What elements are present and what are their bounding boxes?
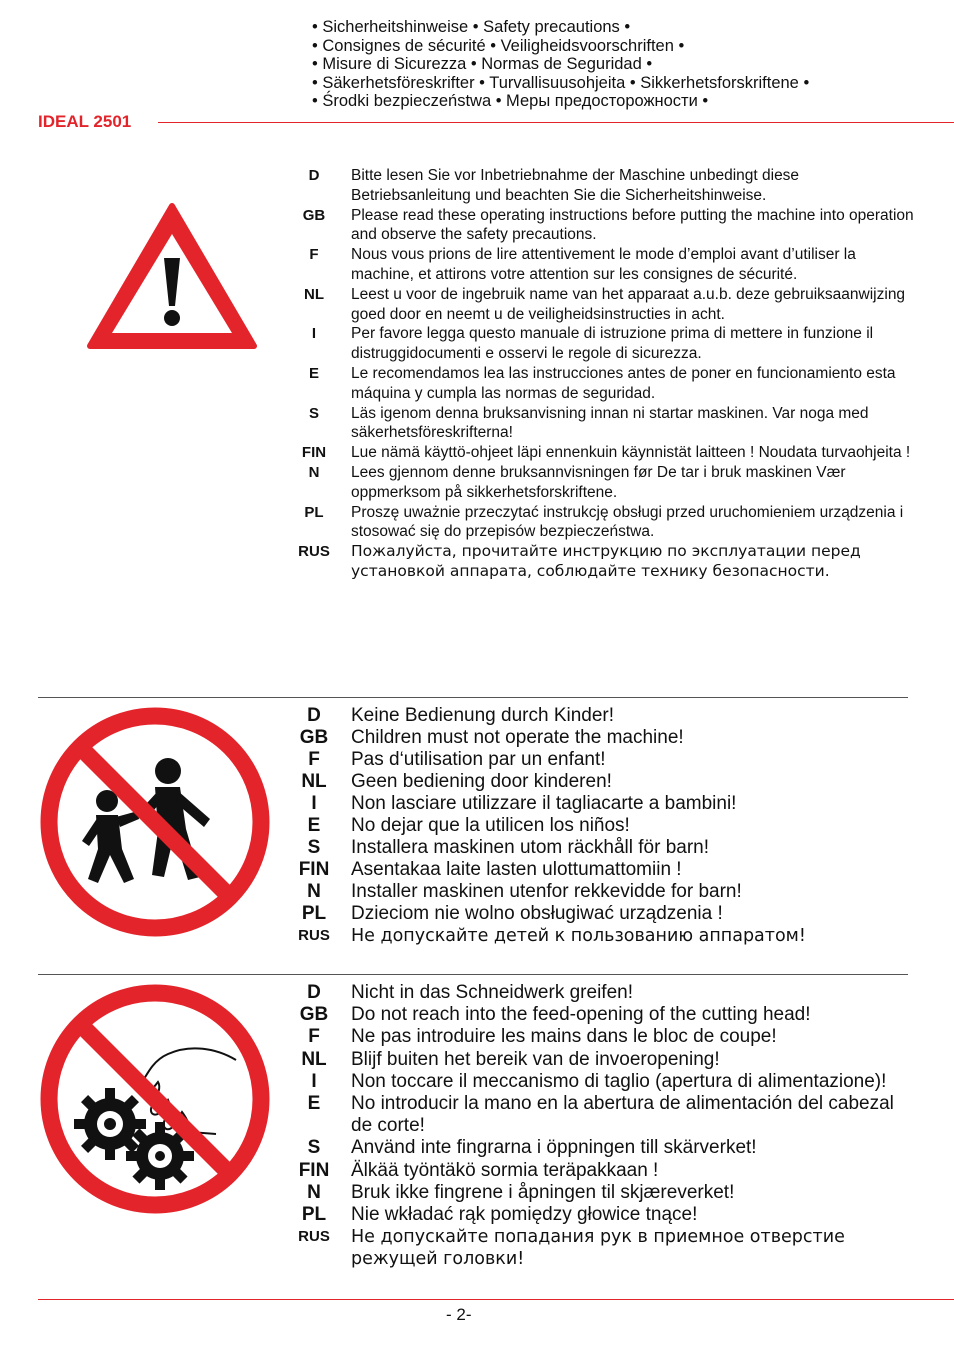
language-code: NL [304,285,324,303]
instruction-text: Leest u voor de ingebruik name van het apparaat a.u.b. deze gebruiksaanwijzing goed door en neemt u de veiligheidsinstructies in acht. [351,285,906,323]
header-divider [158,122,954,123]
list-item [0,1204,917,1226]
list-item [0,1071,917,1093]
language-code: FIN [298,1159,330,1181]
list-item [0,1226,917,1270]
instruction-text: No introducir la mano en la abertura de alimentación del cabezal de corte! [351,1093,894,1137]
list-item [0,1026,917,1048]
list-item [0,727,917,749]
instruction-text: Nie wkładać rąk pomiędzy głowice tnące! [351,1204,698,1226]
language-code: E [307,1093,321,1115]
language-code: E [308,364,319,382]
list-item [0,503,917,543]
section-no-children [0,705,917,947]
list-item [0,245,917,285]
instruction-text: Per favore legga questo manuale di istruzione prima di mettere in funzione il distruggidocumenti e osservi le regole di sicurezza. [351,325,874,363]
language-code: FIN [298,859,330,880]
language-code: I [311,325,317,343]
list-item [0,881,917,903]
list-item [0,443,917,463]
instruction-text: Använd inte fingrarna i öppningen till skärverket! [351,1137,757,1159]
instruction-text: Non toccare il meccanismo di taglio (apertura di alimentazione)! [351,1070,887,1092]
section-divider [38,697,908,698]
instruction-text: Installer maskinen utenfor rekkevidde for barn! [351,881,742,902]
instruction-text: Не допускайте детей к пользованию аппаратом! [351,926,806,946]
list-item [0,166,917,206]
header-line: • Środki bezpieczeństwa • Меры предосторожности • [312,92,709,110]
list-item [0,206,917,246]
instruction-text: Lue nämä käyttö-ohjeet läpi ennenkuin käynnistät laitteen ! Noudata turvaohjeita ! [351,444,911,462]
language-code: S [307,1137,321,1159]
instruction-text: Lees gjennom denne bruksannvisningen før De tar i bruk maskinen Vær oppmerksom på sikkerhetsforskriftene. [351,463,846,501]
list-item [0,837,917,859]
list-item [0,705,917,727]
list-item [0,749,917,771]
language-code: E [307,815,321,836]
language-code: RUS [298,1228,330,1246]
language-code: F [308,749,320,770]
instruction-text: Pas d‘utilisation par un enfant! [351,749,606,770]
instruction-text: Nicht in das Schneidwerk greifen! [351,982,633,1003]
language-code: N [307,881,321,902]
language-code: F [309,246,319,264]
instruction-text: Blijf buiten het bereik van de invoeropening! [351,1048,720,1070]
language-code: I [311,1070,317,1092]
language-code: PL [301,1204,327,1226]
page-number: - 2- [446,1305,472,1324]
instruction-text: Ne pas introduire les mains dans le bloc de coupe! [351,1026,777,1048]
instruction-text: Пожалуйста, прочитайте инструкцию по эксплуатации перед установкой аппарата, соблюдайте технику безопасности. [351,542,861,580]
language-code: FIN [301,444,327,462]
language-code: GB [299,1004,329,1026]
instruction-text: Non lasciare utilizzare il tagliacarte a bambini! [351,793,737,814]
instruction-text: Children must not operate the machine! [351,727,684,748]
language-code: D [307,982,321,1003]
list-item [0,1093,917,1137]
header-line: • Misure di Sicurezza • Normas de Seguridad • [312,55,653,73]
instruction-text: Älkää työntäkö sormia teräpakkaan ! [351,1159,659,1181]
instruction-text: Le recomendamos lea las instrucciones antes de poner en funcionamiento esta máquina y cumpla las normas de seguridad. [351,364,896,402]
instruction-text: Läs igenom denna bruksanvisning innan ni startar maskinen. Var noga med säkerhetsföreskrifterna! [351,404,869,442]
section-divider [38,974,908,975]
list-item [0,1049,917,1071]
header-line: • Säkerhetsföreskrifter • Turvallisuusohjeita • Sikkerhetsforskriftene • [312,73,810,92]
language-code: S [308,404,319,422]
list-item [0,1004,917,1026]
model-title: IDEAL 2501 [38,112,132,131]
instruction-text: Не допускайте попадания рук в приемное отверстие режущей головки! [351,1227,845,1270]
language-code: GB [299,727,329,748]
list-item [0,982,917,1004]
list-item [0,463,917,503]
language-code: N [308,463,320,481]
instruction-text: Dzieciom nie wolno obsługiwać urządzenia ! [351,903,723,924]
list-item [0,771,917,793]
list-item [0,364,917,404]
language-code: GB [302,206,326,224]
instruction-text: Geen bediening door kinderen! [351,771,612,792]
instruction-text: Bruk ikke fingrene i åpningen til skjæreverket! [351,1181,735,1203]
header-line: • Consignes de sécurité • Veiligheidsvoorschriften • [312,36,685,55]
language-code: F [308,1026,320,1048]
language-code: RUS [298,543,330,561]
footer-divider [38,1299,954,1300]
list-item [0,324,917,364]
instruction-text: No dejar que la utilicen los niños! [351,815,630,836]
instruction-text: Keine Bedienung durch Kinder! [351,705,615,726]
list-item [0,925,917,947]
language-code: NL [301,1048,327,1070]
list-item [0,1160,917,1182]
section-read-instructions [0,166,917,582]
instruction-text: Asentakaa laite lasten ulottumattomiin ! [351,859,682,880]
language-code: PL [301,903,327,924]
section-no-hands [0,982,917,1271]
list-item [0,859,917,881]
header-safety-titles [312,18,809,111]
instruction-text: Proszę uważnie przeczytać instrukcję obsługi przed uruchomieniem urządzenia i stosować się do przepisów bezpieczeństwa. [351,503,904,541]
instruction-text: Please read these operating instructions before putting the machine into operation and observe the safety precautions. [351,206,914,244]
list-item [0,542,917,582]
language-code: D [307,705,321,726]
language-code: N [307,1181,321,1203]
language-code: D [308,167,320,184]
list-item [0,285,917,325]
list-item [0,793,917,815]
language-code: PL [304,503,324,521]
language-code: RUS [298,927,330,944]
list-item [0,903,917,925]
list-item [0,1137,917,1159]
list-item [0,815,917,837]
list-item [0,404,917,444]
language-code: NL [301,771,327,792]
instruction-text: Installera maskinen utom räckhåll för barn! [351,837,709,858]
instruction-text: Nous vous prions de lire attentivement le mode d’emploi avant d’utiliser la machine, et attirons votre attention sur les consignes de sécurité. [351,246,856,283]
instruction-text: Bitte lesen Sie vor Inbetriebnahme der Maschine unbedingt diese Betriebsanleitung und beachten Sie die Sicherheitshinweise. [351,167,800,204]
language-code: I [311,793,317,814]
instruction-text: Do not reach into the feed-opening of the cutting head! [351,1004,811,1026]
list-item [0,1182,917,1204]
language-code: S [307,837,321,858]
header-line: • Sicherheitshinweise • Safety precautions • [312,18,631,36]
